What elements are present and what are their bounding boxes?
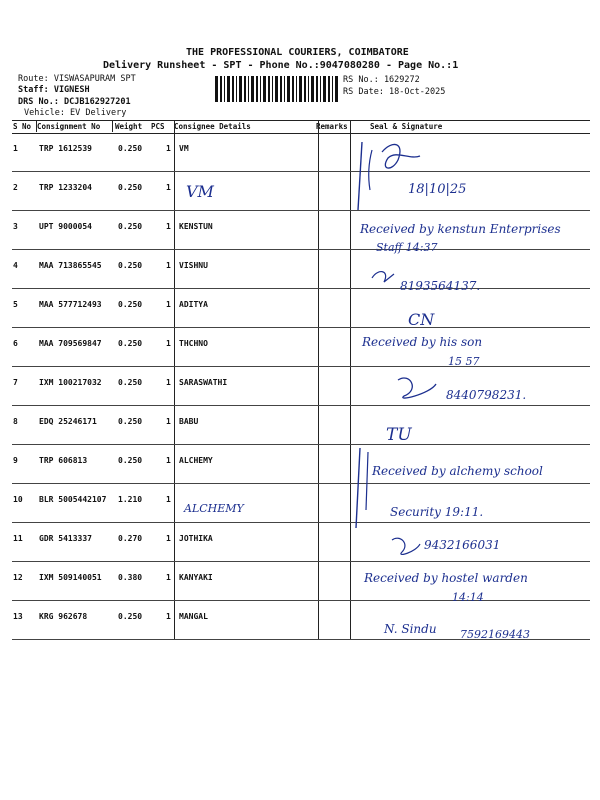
row-pcs: 1: [166, 573, 171, 582]
barcode-bar: [275, 76, 278, 102]
handwritten-his-son-time: 15 57: [448, 355, 480, 368]
handwritten-mangal-sign: N. Sindu: [384, 622, 437, 636]
row-consignment-no: KRG 962678: [39, 612, 88, 621]
barcode-bar: [232, 76, 234, 102]
table-row: [12, 444, 590, 484]
row-weight: 0.250: [118, 339, 143, 348]
row-sno: 12: [13, 573, 23, 582]
barcode-bar: [299, 76, 302, 102]
col-pcs: PCS: [151, 122, 165, 131]
row-pcs: 1: [166, 300, 171, 309]
row-weight: 0.250: [118, 612, 143, 621]
row-consignment-no: IXM 509140051: [39, 573, 102, 582]
handwritten-jothika-phone: 9432166031: [424, 538, 501, 552]
handwritten-alchemy-consignee: ALCHEMY: [184, 502, 244, 515]
handwritten-security: Security 19:11.: [390, 505, 484, 519]
barcode-bar: [251, 76, 254, 102]
barcode-bar: [256, 76, 258, 102]
row-consignee: JOTHIKA: [179, 534, 213, 543]
row-consignee: THCHNO: [179, 339, 208, 348]
row-consignee: BABU: [179, 417, 199, 426]
table-row: [12, 561, 590, 601]
table-row: [12, 171, 590, 211]
handwritten-alchemy: Received by alchemy school: [372, 464, 543, 478]
barcode-bar: [328, 76, 330, 102]
barcode-bar: [260, 76, 261, 102]
row-consignee: KANYAKI: [179, 573, 213, 582]
table-row: [12, 132, 590, 172]
table-row: [12, 366, 590, 406]
row-sno: 6: [13, 339, 18, 348]
row-consignment-no: IXM 100217032: [39, 378, 102, 387]
row-consignment-no: UPT 9000054: [39, 222, 92, 231]
row-pcs: 1: [166, 417, 171, 426]
route-label: Route: VISWASAPURAM SPT: [18, 74, 136, 84]
handwritten-kenstun-time: Staff 14:37: [376, 241, 438, 254]
row-sno: 11: [13, 534, 23, 543]
drs-label: DRS No.: DCJB162927201: [18, 97, 131, 107]
col-seal: Seal & Signature: [370, 122, 443, 131]
row-consignment-no: BLR 5005442107: [39, 495, 107, 504]
table-row: [12, 327, 590, 367]
row-sno: 13: [13, 612, 23, 621]
table-row: [12, 522, 590, 562]
table-row: [12, 600, 590, 640]
col-remarks: Remarks: [316, 122, 348, 131]
row-weight: 1.210: [118, 495, 143, 504]
runsheet-subtitle: Delivery Runsheet - SPT - Phone No.:9047080280 - Page No.:1: [103, 60, 459, 71]
table-row: [12, 288, 590, 328]
barcode-bar: [296, 76, 297, 102]
row-consignment-no: TRP 606813: [39, 456, 88, 465]
row-sno: 8: [13, 417, 18, 426]
rs-number: RS No.: 1629272: [343, 75, 420, 85]
col-weight: Weight: [115, 122, 143, 131]
row-pcs: 1: [166, 378, 171, 387]
row-sno: 9: [13, 456, 18, 465]
row-pcs: 1: [166, 144, 171, 153]
barcode-bar: [227, 76, 230, 102]
handwritten-date: 18|10|25: [408, 182, 467, 197]
handwritten-cn: CN: [408, 310, 435, 329]
handwritten-vishnu-phone: 8193564137.: [400, 279, 481, 293]
handwritten-mangal-phone: 7592169443: [460, 628, 530, 641]
row-consignee: ALCHEMY: [179, 456, 213, 465]
col-consignment: Consignment No: [37, 122, 101, 131]
row-weight: 0.250: [118, 300, 143, 309]
barcode-bar: [311, 76, 314, 102]
row-consignment-no: MAA 713865545: [39, 261, 102, 270]
barcode-bar: [263, 76, 266, 102]
handwritten-vm: VM: [186, 182, 214, 201]
row-consignment-no: TRP 1233204: [39, 183, 92, 192]
row-pcs: 1: [166, 495, 171, 504]
col-divider: [36, 120, 37, 132]
rs-date: RS Date: 18-Oct-2025: [343, 87, 446, 97]
barcode-bar: [280, 76, 282, 102]
row-consignee: ADITYA: [179, 300, 208, 309]
row-sno: 5: [13, 300, 18, 309]
row-consignee: VISHNU: [179, 261, 208, 270]
table-row: [12, 249, 590, 289]
handwritten-hostel-time: 14:14: [452, 591, 484, 604]
barcode-bar: [248, 76, 249, 102]
row-consignee: VM: [179, 144, 189, 153]
barcode-bar: [284, 76, 285, 102]
row-weight: 0.250: [118, 144, 143, 153]
row-sno: 4: [13, 261, 18, 270]
row-sno: 2: [13, 183, 18, 192]
row-pcs: 1: [166, 339, 171, 348]
barcode-bar: [316, 76, 318, 102]
vehicle-label: Vehicle: EV Delivery: [24, 108, 127, 118]
barcode-bar: [332, 76, 333, 102]
company-title: THE PROFESSIONAL COURIERS, COIMBATORE: [186, 47, 409, 58]
row-consignment-no: GDR 5413337: [39, 534, 92, 543]
barcode-bar: [335, 76, 338, 102]
row-sno: 10: [13, 495, 23, 504]
barcode-bar: [239, 76, 242, 102]
row-consignment-no: EDQ 25246171: [39, 417, 97, 426]
row-consignment-no: TRP 1612539: [39, 144, 92, 153]
handwritten-tu: TU: [386, 425, 412, 445]
barcode-bar: [320, 76, 321, 102]
row-weight: 0.270: [118, 534, 143, 543]
table-row: [12, 405, 590, 445]
row-sno: 1: [13, 144, 18, 153]
table-row: [12, 483, 590, 523]
handwritten-kenstun: Received by kenstun Enterprises: [360, 222, 561, 236]
barcode-bar: [304, 76, 306, 102]
row-weight: 0.250: [118, 183, 143, 192]
row-pcs: 1: [166, 183, 171, 192]
barcode-bar: [244, 76, 246, 102]
row-pcs: 1: [166, 261, 171, 270]
barcode-bar: [236, 76, 237, 102]
col-consignee: Consignee Details: [174, 122, 251, 131]
staff-label: Staff: VIGNESH: [18, 85, 90, 95]
row-consignee: MANGAL: [179, 612, 208, 621]
barcode-bar: [292, 76, 294, 102]
barcode-bar: [308, 76, 309, 102]
row-weight: 0.250: [118, 261, 143, 270]
row-consignee: KENSTUN: [179, 222, 213, 231]
row-weight: 0.250: [118, 417, 143, 426]
barcode-bar: [215, 76, 218, 102]
row-pcs: 1: [166, 456, 171, 465]
row-sno: 7: [13, 378, 18, 387]
barcode-bar: [268, 76, 270, 102]
row-sno: 3: [13, 222, 18, 231]
col-divider: [112, 120, 113, 132]
handwritten-his-son: Received by his son: [362, 335, 483, 349]
row-weight: 0.380: [118, 573, 143, 582]
barcode-bar: [224, 76, 225, 102]
barcode-bar: [220, 76, 222, 102]
row-consignee: SARASWATHI: [179, 378, 228, 387]
row-consignment-no: MAA 577712493: [39, 300, 102, 309]
table-row: [12, 210, 590, 250]
col-sno: S No: [13, 122, 32, 131]
row-pcs: 1: [166, 534, 171, 543]
row-pcs: 1: [166, 612, 171, 621]
row-weight: 0.250: [118, 222, 143, 231]
barcode: [215, 76, 339, 102]
handwritten-saraswathi-phone: 8440798231.: [446, 388, 527, 402]
row-weight: 0.250: [118, 378, 143, 387]
row-weight: 0.250: [118, 456, 143, 465]
barcode-bar: [323, 76, 326, 102]
handwritten-hostel-warden: Received by hostel warden: [364, 571, 528, 585]
row-pcs: 1: [166, 222, 171, 231]
row-consignment-no: MAA 709569847: [39, 339, 102, 348]
barcode-bar: [287, 76, 290, 102]
barcode-bar: [272, 76, 273, 102]
